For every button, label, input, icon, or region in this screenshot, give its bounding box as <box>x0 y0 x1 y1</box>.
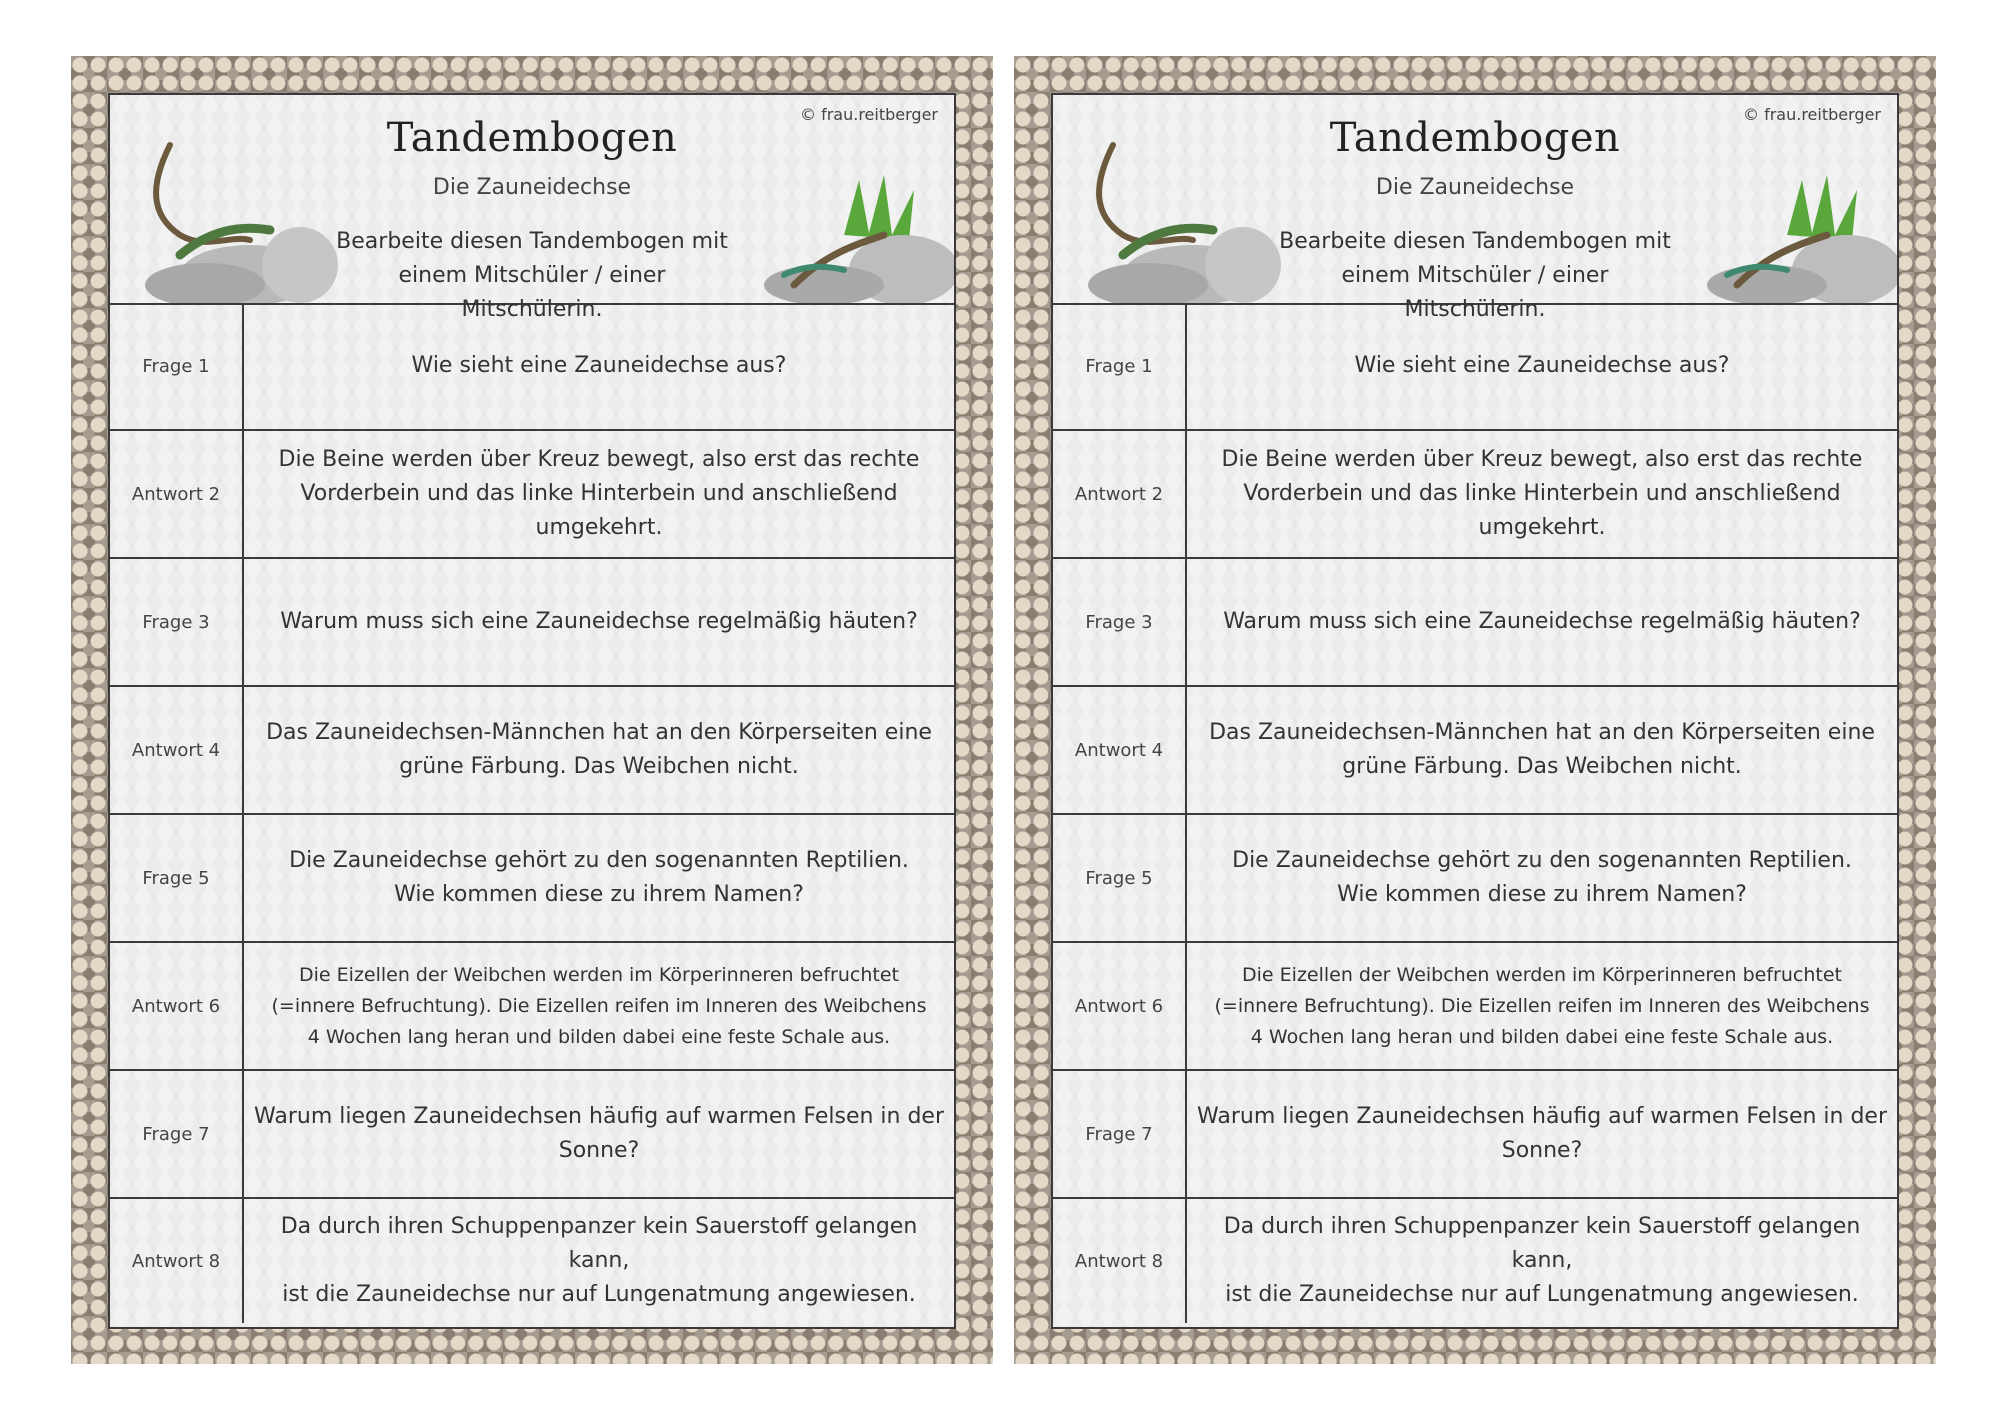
page-subtitle: Die Zauneidechse <box>1375 175 1575 200</box>
page-title: Tandembogen <box>386 115 678 161</box>
row-label: Antwort 2 <box>110 431 244 557</box>
text-line: Die Zauneidechse gehört zu den sogenannten Reptilien. <box>289 848 909 873</box>
text-line: Die Beine werden über Kreuz bewegt, also erst das rechte <box>278 447 920 472</box>
text-line: Warum liegen Zauneidechsen häufig auf warmen Felsen in der <box>1197 1104 1888 1129</box>
text-line: Vorderbein und das linke Hinterbein und anschließend <box>1243 481 1841 506</box>
text-line: Das Zauneidechsen-Männchen hat an den Körperseiten eine <box>1209 720 1875 745</box>
row-text <box>244 1199 954 1323</box>
table-row <box>110 1071 954 1199</box>
text-line: Vorderbein und das linke Hinterbein und anschließend <box>300 481 898 506</box>
instruction-line: Bearbeite diesen Tandembogen mit <box>1279 229 1671 254</box>
text-line: Die Eizellen der Weibchen werden im Körperinneren befruchtet <box>1242 963 1842 986</box>
row-label: Antwort 8 <box>110 1199 244 1323</box>
text-line: (=innere Befruchtung). Die Eizellen reifen im Inneren des Weibchens <box>1214 994 1870 1017</box>
table-row <box>110 815 954 943</box>
row-label: Antwort 2 <box>1053 431 1187 557</box>
row-text <box>244 815 954 941</box>
table-row <box>1053 1199 1897 1323</box>
row-label: Antwort 6 <box>1053 943 1187 1069</box>
row-text <box>244 303 954 429</box>
instruction-line: einem Mitschüler / einer Mitschülerin. <box>398 263 666 322</box>
question-table <box>1053 303 1897 1327</box>
table-row <box>1053 559 1897 687</box>
text-line: Die Eizellen der Weibchen werden im Körperinneren befruchtet <box>299 963 899 986</box>
table-row <box>110 431 954 559</box>
text-line: Da durch ihren Schuppenpanzer kein Sauerstoff gelangen kann, <box>280 1214 918 1273</box>
row-text <box>1187 431 1897 557</box>
question-table <box>110 303 954 1327</box>
text-line: (=innere Befruchtung). Die Eizellen reifen im Inneren des Weibchens <box>271 994 927 1017</box>
row-label: Frage 5 <box>110 815 244 941</box>
worksheet-card <box>108 93 956 1329</box>
worksheet-card <box>1051 93 1899 1329</box>
row-label: Antwort 8 <box>1053 1199 1187 1323</box>
row-text <box>1187 815 1897 941</box>
row-text <box>244 431 954 557</box>
page-subtitle: Die Zauneidechse <box>432 175 632 200</box>
row-label: Frage 1 <box>1053 303 1187 429</box>
row-text <box>244 687 954 813</box>
text-line: Wie sieht eine Zauneidechse aus? <box>411 353 787 378</box>
text-line: Die Beine werden über Kreuz bewegt, also erst das rechte <box>1221 447 1863 472</box>
row-text <box>1187 943 1897 1069</box>
table-row <box>110 559 954 687</box>
table-row <box>1053 943 1897 1071</box>
text-line: Wie kommen diese zu ihrem Namen? <box>394 882 804 907</box>
text-line: Sonne? <box>558 1138 640 1163</box>
row-label: Antwort 4 <box>110 687 244 813</box>
text-line: Warum liegen Zauneidechsen häufig auf warmen Felsen in der <box>254 1104 945 1129</box>
row-text <box>1187 687 1897 813</box>
text-line: Wie kommen diese zu ihrem Namen? <box>1337 882 1747 907</box>
row-text <box>244 1071 954 1197</box>
text-line: Da durch ihren Schuppenpanzer kein Sauerstoff gelangen kann, <box>1223 1214 1861 1273</box>
table-row <box>110 303 954 431</box>
instruction-line: einem Mitschüler / einer Mitschülerin. <box>1341 263 1609 322</box>
text-line: grüne Färbung. Das Weibchen nicht. <box>399 754 799 779</box>
table-row <box>1053 815 1897 943</box>
row-text <box>244 943 954 1069</box>
worksheet-header <box>1053 95 1897 322</box>
row-text <box>1187 303 1897 429</box>
text-line: ist die Zauneidechse nur auf Lungenatmung angewiesen. <box>1225 1282 1859 1307</box>
row-text <box>1187 1071 1897 1197</box>
worksheet-left <box>71 56 993 1364</box>
row-label: Antwort 6 <box>110 943 244 1069</box>
row-label: Frage 3 <box>110 559 244 685</box>
copyright-notice: © frau.reitberger <box>1743 105 1881 124</box>
table-row <box>1053 431 1897 559</box>
text-line: Das Zauneidechsen-Männchen hat an den Körperseiten eine <box>266 720 932 745</box>
row-label: Frage 3 <box>1053 559 1187 685</box>
text-line: 4 Wochen lang heran und bilden dabei eine feste Schale aus. <box>307 1025 891 1048</box>
row-text <box>1187 1199 1897 1323</box>
copyright-notice: © frau.reitberger <box>800 105 938 124</box>
worksheet-header <box>110 95 954 322</box>
text-line: Warum muss sich eine Zauneidechse regelmäßig häuten? <box>1223 609 1861 634</box>
table-row <box>110 1199 954 1323</box>
table-row <box>1053 1071 1897 1199</box>
row-label: Antwort 4 <box>1053 687 1187 813</box>
text-line: grüne Färbung. Das Weibchen nicht. <box>1342 754 1742 779</box>
table-row <box>1053 303 1897 431</box>
text-line: Warum muss sich eine Zauneidechse regelmäßig häuten? <box>280 609 918 634</box>
instruction-line: Bearbeite diesen Tandembogen mit <box>336 229 728 254</box>
text-line: 4 Wochen lang heran und bilden dabei eine feste Schale aus. <box>1250 1025 1834 1048</box>
worksheet-right <box>1014 56 1936 1364</box>
table-row <box>110 687 954 815</box>
page-title: Tandembogen <box>1329 115 1621 161</box>
table-row <box>1053 687 1897 815</box>
text-line: Sonne? <box>1501 1138 1583 1163</box>
row-text <box>1187 559 1897 685</box>
text-line: umgekehrt. <box>535 515 663 540</box>
text-line: umgekehrt. <box>1478 515 1606 540</box>
row-label: Frage 1 <box>110 303 244 429</box>
text-line: Wie sieht eine Zauneidechse aus? <box>1354 353 1730 378</box>
text-line: Die Zauneidechse gehört zu den sogenannten Reptilien. <box>1232 848 1852 873</box>
row-label: Frage 7 <box>110 1071 244 1197</box>
text-line: ist die Zauneidechse nur auf Lungenatmung angewiesen. <box>282 1282 916 1307</box>
row-text <box>244 559 954 685</box>
row-label: Frage 5 <box>1053 815 1187 941</box>
table-row <box>110 943 954 1071</box>
row-label: Frage 7 <box>1053 1071 1187 1197</box>
